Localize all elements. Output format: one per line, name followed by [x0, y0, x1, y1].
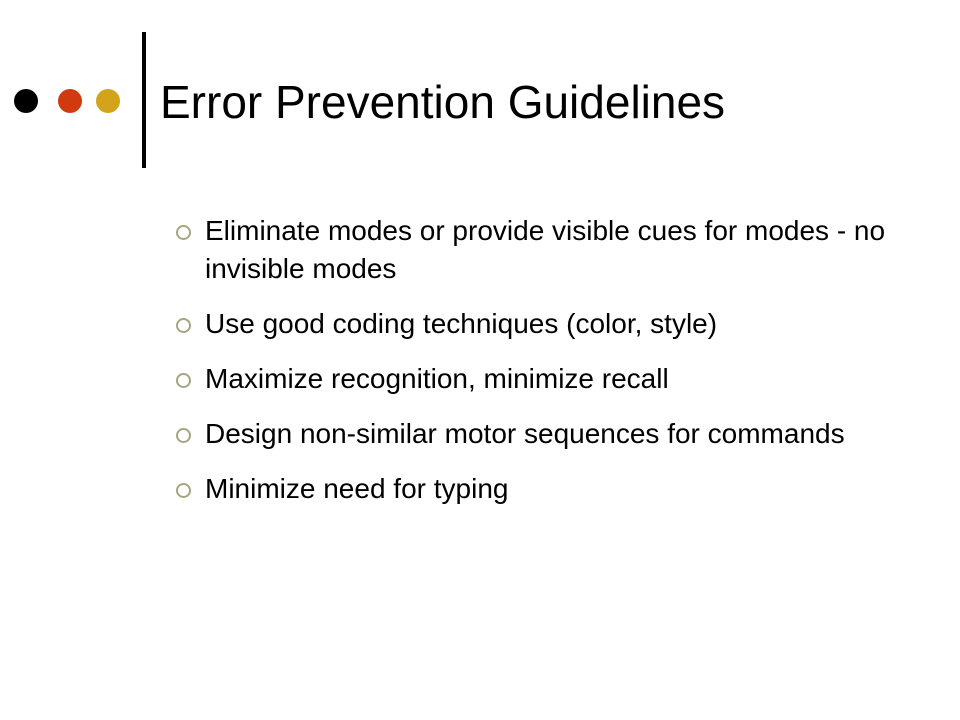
bullet-text: Minimize need for typing: [205, 473, 509, 504]
bullet-text: Design non-similar motor sequences for commands: [205, 418, 845, 449]
circle-bullet-icon: [176, 483, 191, 498]
red-dot-icon: [58, 89, 82, 113]
bullet-text: Use good coding techniques (color, style): [205, 308, 718, 339]
bullet-text: Eliminate modes or provide visible cues for modes - no invisible modes: [205, 215, 886, 284]
circle-bullet-icon: [176, 225, 191, 240]
bullet-item: [176, 360, 916, 398]
decorative-dots: [0, 0, 130, 140]
bullet-item: [176, 470, 916, 508]
bullet-list: [176, 212, 916, 525]
circle-bullet-icon: [176, 318, 191, 333]
black-dot-icon: [14, 89, 38, 113]
bullet-item: [176, 305, 916, 343]
slide-title: Error Prevention Guidelines: [160, 76, 726, 128]
bullet-item: [176, 415, 916, 453]
circle-bullet-icon: [176, 428, 191, 443]
bullet-item: [176, 212, 916, 288]
circle-bullet-icon: [176, 373, 191, 388]
gold-dot-icon: [96, 89, 120, 113]
title-divider: [142, 32, 146, 168]
bullet-text: Maximize recognition, minimize recall: [205, 363, 669, 394]
